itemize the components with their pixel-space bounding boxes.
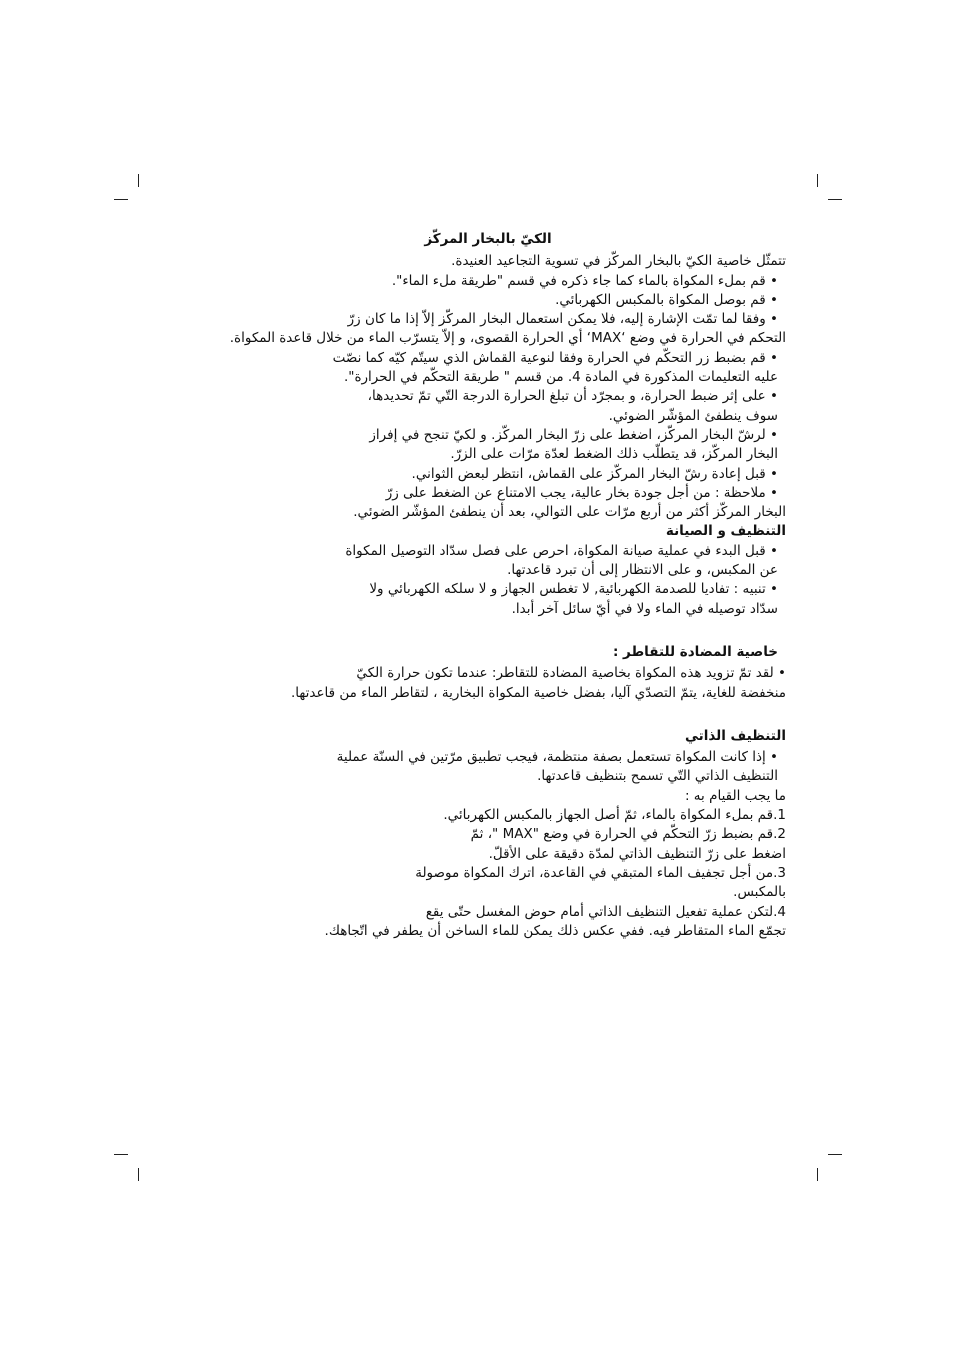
crop-mark-bottom-left-v — [138, 1168, 139, 1181]
numbered-step: 4.لتكن عملية تفعيل التنظيف الذاتي أمام حوض المغسل حتّى يقع — [425, 903, 786, 920]
paragraph-line: التنظيف الذاتي التّي تسمح بتنظيف قاعدتها. — [537, 768, 778, 785]
bullet-line: • على إثر ضبط الحرارة، و بمجرّد أن تبلغ الحرارة الدرجة التّي تمّ تحديدها، — [367, 388, 778, 405]
paragraph-line: منخفضة للغاية، يتمّ التصدّي آليا، بفضل خاصية المكواة البخارية ، لتقاطر الماء من قاعدتها. — [290, 684, 786, 701]
crop-mark-bottom-right-v — [817, 1168, 818, 1181]
crop-mark-top-left-v — [138, 174, 139, 187]
bullet-line: • وفقا لما تمّت الإشارة إليه، فلا يمكن استعمال البخار المركّز إلاّ إذا ما كان زرّ — [347, 311, 778, 328]
paragraph-line: البخار المركّز أكثر من أربع مرّات على التوالي، بعد أن ينطفئ المؤشّر الضوئي. — [353, 504, 786, 521]
paragraph-line: تجمّع الماء المتقاطر فيه. ففي عكس ذلك يمكن للماء الساخن أن يطفر في اتّجاهك. — [324, 922, 786, 939]
crop-mark-top-right-h — [828, 199, 842, 200]
bullet-line: • إذا كانت المكواة تستعمل بصفة منتظمة، فيجب تطبيق مرّتين في السنّة عملية — [336, 749, 778, 766]
bullet-line: • تنبيه : تفاديا للصدمة الكهربائية, لا تغطس الجهاز و لا سلكه الكهربائي ولا — [369, 581, 778, 598]
bullet-line: • لقد تمّ تزويد هذه المكواة بخاصية المضادة للتقاطر: عندما تكون حرارة الكيّ — [356, 665, 786, 682]
crop-mark-top-left-h — [114, 199, 128, 200]
crop-mark-bottom-right-h — [828, 1154, 842, 1155]
bullet-line: • قم بملء المكواة بالماء كما جاء ذكره في قسم "طريقة ملء الماء". — [391, 272, 778, 289]
crop-mark-top-right-v — [817, 174, 818, 187]
paragraph-line: بالمكبس. — [733, 884, 786, 901]
document-body — [190, 230, 786, 941]
paragraph-line: تتمثّل خاصية الكيّ بالبخار المركّز في تسوية التجاعيد العنيدة. — [451, 253, 786, 270]
bullet-line: • قم بوصل المكواة بالمكبس الكهربائي. — [555, 291, 778, 308]
section-title-cleaning-maintenance: التنظيف و الصيانة — [665, 523, 786, 540]
numbered-step: 2.قم بضبط زرّ التحكّم في الحرارة في وضع "MAX "، ثمّ — [470, 826, 786, 843]
paragraph-line: اضغط على زرّ التنظيف الذاتي لمدّة دقيقة على الأقلّ. — [488, 845, 786, 862]
bullet-line: • لرشّ البخار المركّز، اضغط على زرّ البخار المركّز. و لكيّ تنجح في إفراز — [369, 426, 778, 443]
crop-mark-bottom-left-h — [114, 1154, 128, 1155]
paragraph-line: التحكم في الحرارة في وضع ‘MAX‘ أي الحرارة القصوى، و إلاّ يتسرّب الماء من خلال قاعدة المكواة. — [229, 330, 786, 347]
numbered-step: 1.قم بملء المكواة بالماء، ثمّ أصل الجهاز بالمكبس الكهربائي. — [443, 807, 786, 824]
paragraph-line: عن المكبس، و على الانتظار إلى أن تبرد قاعدتها. — [507, 562, 778, 579]
section-title-anti-drip: خاصية المضادة للتقاطر : — [612, 643, 778, 660]
paragraph-line: عليه التعليمات المذكورة في المادة 4. من قسم " طريقة التحكّم في الحرارة". — [343, 369, 778, 386]
bullet-line: • ملاحظة : من أجل جودة بخار عالية، يجب الامتناع عن الضغط على زرّ — [385, 484, 778, 501]
paragraph-line: سدّاد توصيله في الماء ولا في أيّ سائل آخر أبدا. — [511, 600, 778, 617]
numbered-step: 3.من أجل تجفيف الماء المتبقي في القاعدة، اترك المكواة موصولة — [415, 864, 786, 881]
paragraph-line: البخار المركّز، قد يتطلّب ذلك الضغط لعدّة مرّات على الزرّ. — [450, 446, 778, 463]
paragraph-line: سوف ينطفئ المؤشّر الضوئي. — [608, 407, 778, 424]
paragraph-line: ما يجب القيام به : — [684, 787, 786, 804]
section-title-steam-burst: الكيّ بالبخار المركّز — [424, 231, 552, 247]
section-title-self-cleaning: التنظيف الذاتي — [684, 727, 786, 744]
bullet-line: • قبل البدء في عملية صيانة المكواة، احرص على فصل سدّاد التوصيل المكواة — [345, 542, 778, 559]
bullet-line: • قبل إعادة رشّ البخار المركّز على القماش، انتظر لبعض الثواني. — [411, 465, 778, 482]
bullet-line: • قم بضبط زر التحكّم في الحرارة وفقا لنوعية القماش الذي سيتّم كيّه كما نصّت — [332, 349, 778, 366]
